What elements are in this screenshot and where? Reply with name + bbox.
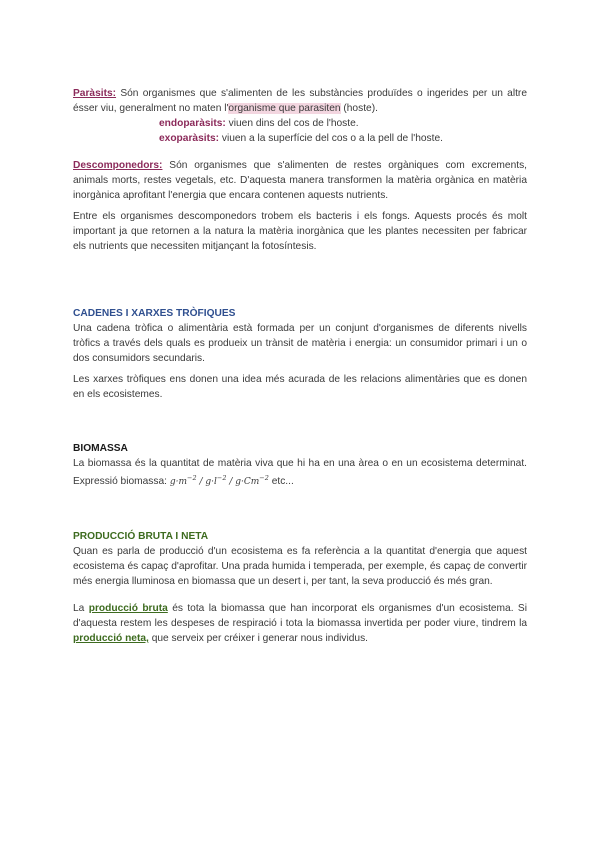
endoparasits-line: [159, 116, 527, 131]
produccio-section: [73, 529, 527, 646]
descomponedors-term: Descomponedors:: [73, 160, 163, 171]
produccio-text-c: que serveix per créixer i generar nous individus.: [148, 633, 369, 644]
formula-exp-1: −2: [187, 474, 197, 482]
produccio-paragraph-1: Quan es parla de producció d'un ecosistema es fa referència a la quantitat d'energia que aquest ecosistema és capaç d'aprofitar. Una prada humida i temperada, per exemple, és capaç de convertir més energia lluminosa en biomassa que un desert i, per tant, la seva producció és més gran.: [73, 546, 527, 587]
biomassa-section: [73, 441, 527, 490]
parasits-term: Paràsits:: [73, 88, 117, 99]
parasits-paragraph: [73, 86, 527, 116]
formula-unit-1: g·m: [169, 477, 187, 487]
exoparasits-line: [159, 131, 527, 146]
parasits-text1: Són organismes que s'alimenten de les substàncies produïdes o ingerides per un altre ésser viu, generalment no maten l': [73, 88, 527, 114]
produccio-heading: PRODUCCIÓ BRUTA I NETA: [73, 531, 209, 542]
cadenes-paragraph-1: Una cadena tròfica o alimentària està formada per un conjunt d'organismes de diferents nivells tròfics a través dels quals es produeix un trànsit de matèria i energia: un consumidor primari i un o dos consumidors secundaris.: [73, 323, 527, 364]
parasits-highlight: organisme que parasiten: [228, 103, 341, 114]
exoparasits-term: exoparàsits:: [159, 133, 220, 144]
produccio-text-b: és tota la biomassa que han incorporat els organismes d'un ecosistema. Si d'aquesta restem les despeses de respiració i tota la biomassa invertida per poder viure, tindrem la: [73, 603, 527, 629]
exoparasits-text: viuen a la superfície del cos o a la pell de l'hoste.: [219, 133, 443, 144]
produccio-neta-term: producció neta,: [73, 633, 149, 644]
endoparasits-text: viuen dins del cos de l'hoste.: [225, 118, 359, 129]
formula-unit-3: g·Cm: [235, 477, 260, 487]
formula-exp-3: −2: [259, 474, 269, 482]
produccio-bruta-term: producció bruta: [88, 603, 168, 614]
cadenes-paragraph-2: Les xarxes tròfiques ens donen una idea més acurada de les relacions alimentàries que es donen en els ecosistemes.: [73, 374, 527, 400]
endoparasits-term: endoparàsits:: [159, 118, 226, 129]
parasits-section: [73, 86, 527, 146]
produccio-text-a: La: [73, 603, 89, 614]
descomponedors-paragraph-2: Entre els organismes descomponedors trobem els bacteris i els fongs. Aquests procés és molt important ja que retornen a la natura la matèria inorgànica que les plantes necessiten per fabricar els nutrients que necessiten mitjançant la fotosíntesis.: [73, 211, 527, 252]
cadenes-section: [73, 306, 527, 402]
formula-unit-2: g·l: [205, 477, 217, 487]
biomassa-paragraph: [73, 456, 527, 490]
formula-exp-2: −2: [216, 474, 227, 482]
biomassa-formula: [169, 474, 269, 487]
descomponedors-paragraph: [73, 158, 527, 203]
biomassa-etc: etc...: [268, 476, 294, 487]
cadenes-heading: CADENES I XARXES TRÒFIQUES: [73, 308, 236, 319]
descomponedors-text: Són organismes que s'alimenten de restes orgàniques com excrements, animals morts, restes vegetals, etc. D'aquesta manera transformen la matèria orgànica en matèria inorgànica aprofitant l'energia que encara contenen aquests nutrients.: [73, 160, 527, 201]
produccio-paragraph-2: [73, 601, 527, 646]
biomassa-text: La biomassa és la quantitat de matèria viva que hi ha en una àrea o en un ecosistema determinat. Expressió biomassa:: [73, 458, 527, 487]
parasits-text2: (hoste).: [340, 103, 378, 114]
formula-sep-1: /: [196, 477, 206, 487]
descomponedors-section: [73, 158, 527, 254]
formula-sep-2: /: [226, 477, 236, 487]
biomassa-heading: BIOMASSA: [73, 443, 128, 454]
